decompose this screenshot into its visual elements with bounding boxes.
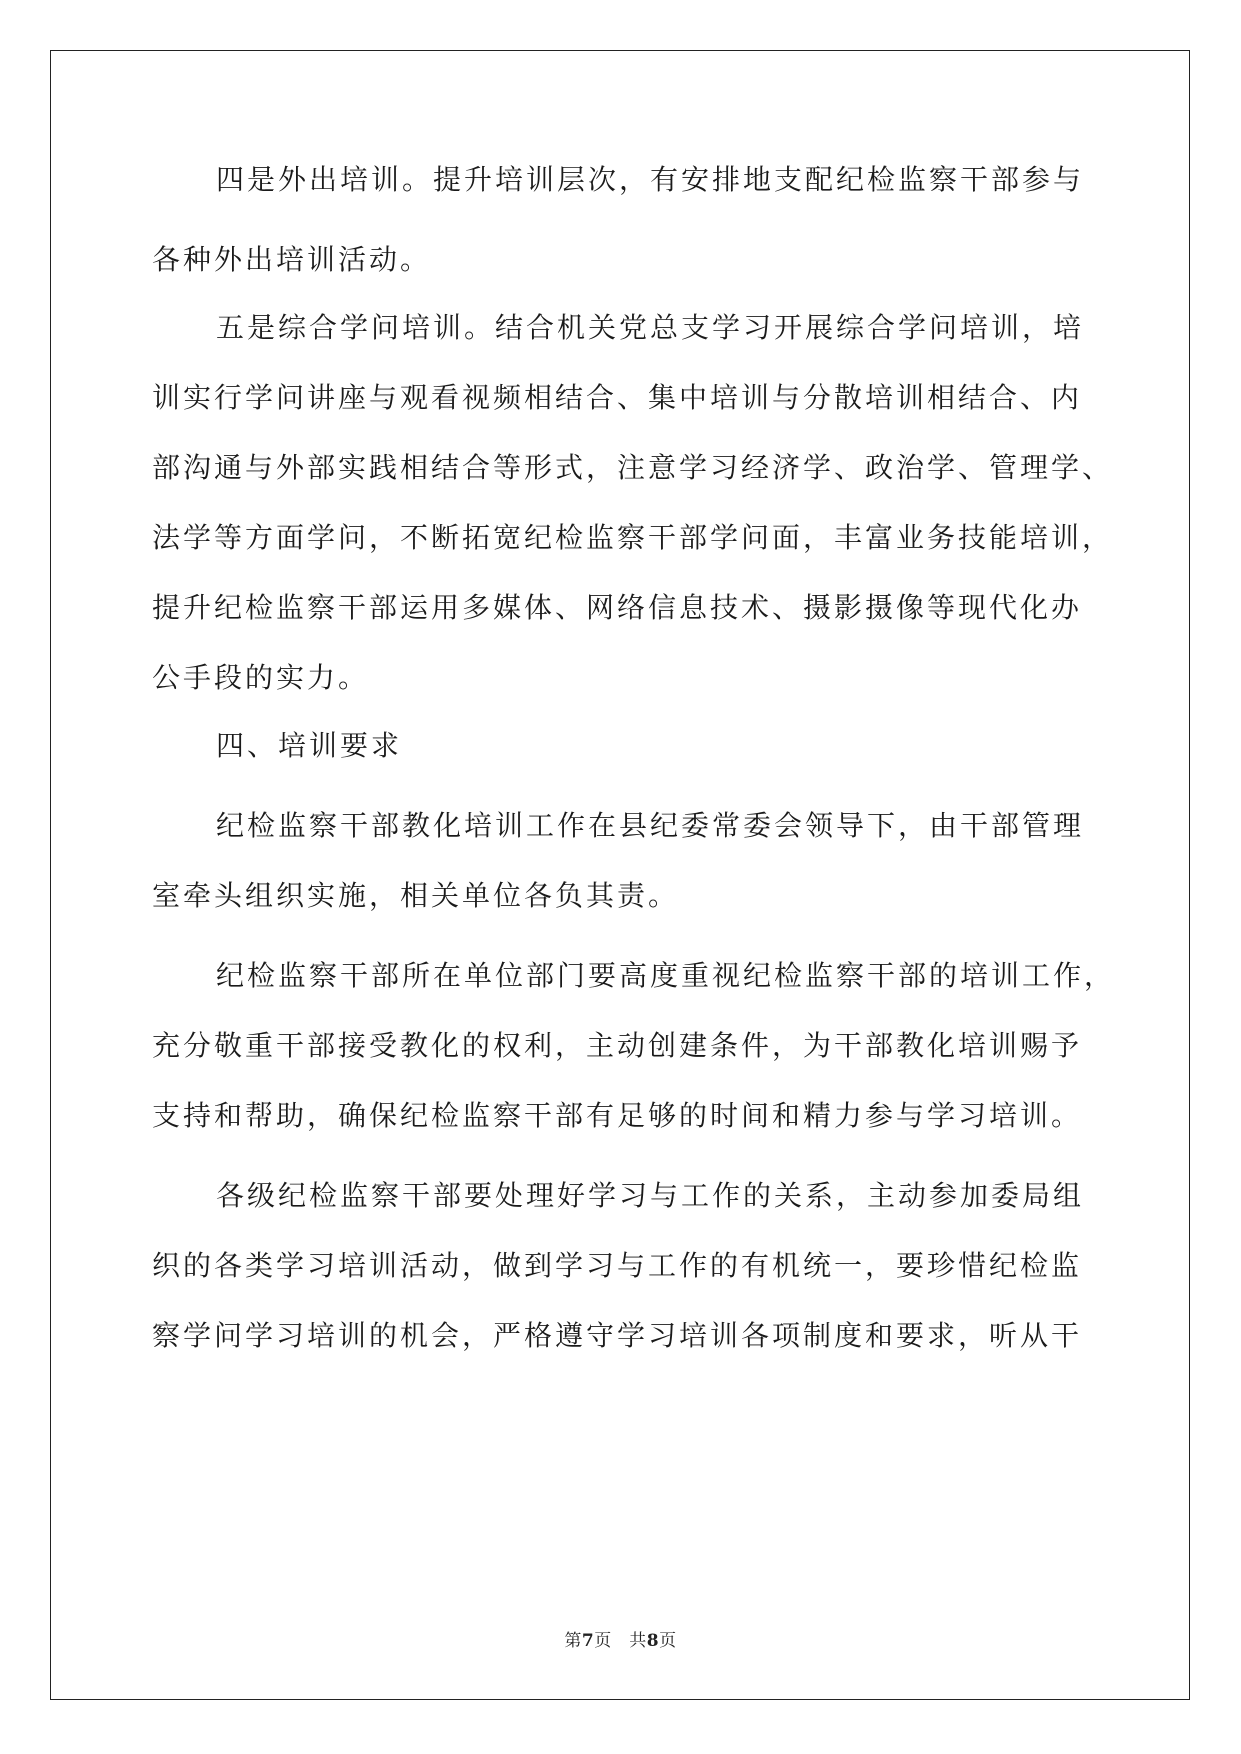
text-line: 部沟通与外部实践相结合等形式，注意学习经济学、政治学、管理学、 xyxy=(152,451,1114,484)
total-pages-number: 8 xyxy=(646,1631,660,1651)
footer-prefix: 第 xyxy=(564,1631,582,1651)
text-line: 四、培训要求 xyxy=(216,729,403,762)
text-line: 支持和帮助，确保纪检监察干部有足够的时间和精力参与学习培训。 xyxy=(152,1099,1083,1132)
text-line: 四是外出培训。提升培训层次，有安排地支配纪检监察干部参与 xyxy=(216,163,1085,196)
text-line: 室牵头组织实施，相关单位各负其责。 xyxy=(152,879,680,912)
text-line: 充分敬重干部接受教化的权利，主动创建条件，为干部教化培训赐予 xyxy=(152,1029,1083,1062)
text-line: 各种外出培训活动。 xyxy=(152,243,432,276)
text-line: 训实行学问讲座与观看视频相结合、集中培训与分散培训相结合、内 xyxy=(152,381,1083,414)
text-line: 五是综合学问培训。结合机关党总支学习开展综合学问培训，培 xyxy=(216,311,1085,344)
text-line: 法学等方面学问，不断拓宽纪检监察干部学问面，丰富业务技能培训， xyxy=(152,521,1114,554)
page-border xyxy=(50,50,1190,1700)
page-footer xyxy=(0,1626,1241,1651)
footer-middle: 页 共 xyxy=(594,1631,647,1651)
footer-suffix: 页 xyxy=(659,1631,677,1651)
text-line: 各级纪检监察干部要处理好学习与工作的关系，主动参加委局组 xyxy=(216,1179,1085,1212)
current-page-number: 7 xyxy=(581,1631,595,1651)
text-line: 织的各类学习培训活动，做到学习与工作的有机统一，要珍惜纪检监 xyxy=(152,1249,1083,1282)
text-line: 纪检监察干部所在单位部门要高度重视纪检监察干部的培训工作， xyxy=(216,959,1116,992)
text-line: 公手段的实力。 xyxy=(152,661,370,694)
text-line: 察学问学习培训的机会，严格遵守学习培训各项制度和要求，听从干 xyxy=(152,1319,1083,1352)
text-line: 纪检监察干部教化培训工作在县纪委常委会领导下，由干部管理 xyxy=(216,809,1085,842)
text-line: 提升纪检监察干部运用多媒体、网络信息技术、摄影摄像等现代化办 xyxy=(152,591,1083,624)
